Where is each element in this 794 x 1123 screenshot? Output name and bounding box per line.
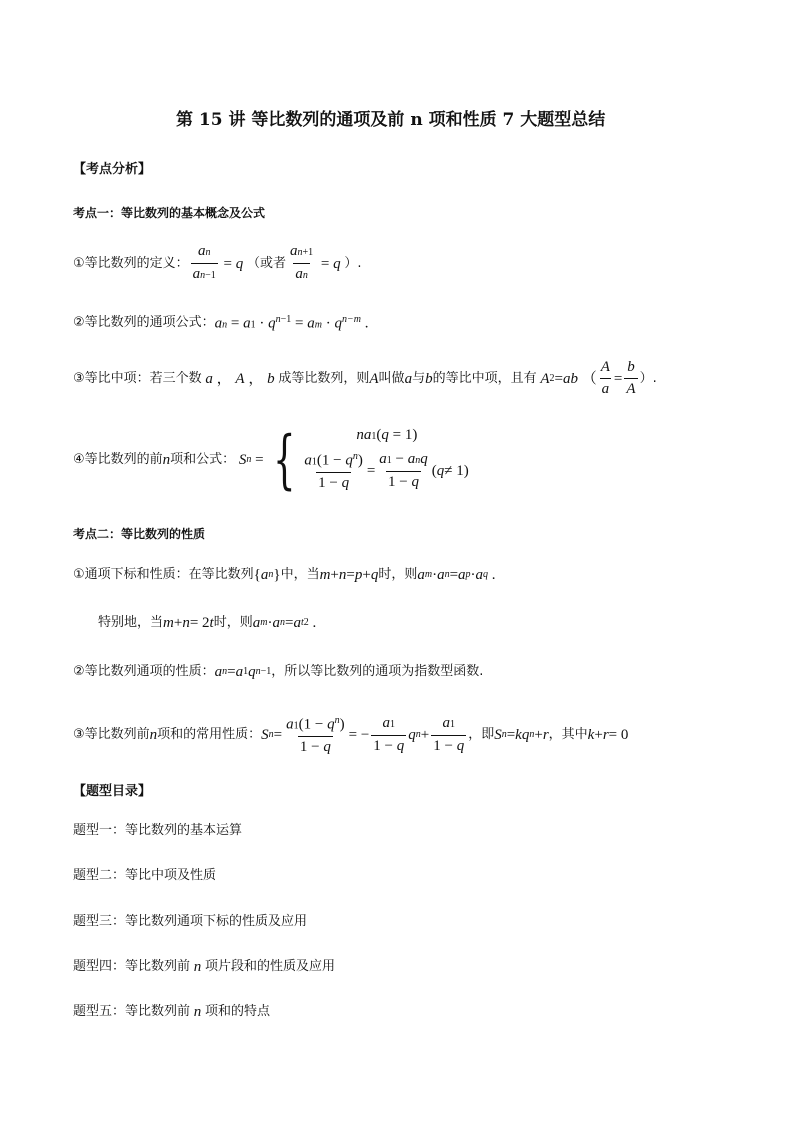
point1-item3-mid3: 与 bbox=[412, 370, 426, 386]
point1-item2-label: ②等比数列的通项公式： bbox=[73, 314, 215, 330]
point2-special-label: 特别地，当 bbox=[98, 615, 164, 630]
catalog-item-4-suffix: 项片段和的性质及应用 bbox=[205, 959, 336, 974]
point1-item1-mid: （或者 bbox=[247, 255, 287, 271]
definition-fraction-alt: $\frac{an+1}{an}$ bbox=[288, 242, 315, 285]
point1-item4-label2: 项和公式： bbox=[170, 451, 236, 467]
general-term-formula: an = $a1 \cdot q^{n-1}$ = am · $q^{n-m}$ . bbox=[214, 314, 369, 332]
point2-item3-label: ③等比数列前 bbox=[73, 726, 150, 742]
point2-item2-end: ，所以等比数列的通项为指数型函数. bbox=[271, 664, 484, 679]
point1-heading: 考点一：等比数列的基本概念及公式 bbox=[73, 206, 266, 220]
point2-special: 特别地，当 m + n = 2 t 时，则 a m · a n = a t 2 . bbox=[98, 615, 317, 631]
geometric-mean-fraction-2: $\frac{b}{A}$ bbox=[626, 359, 636, 397]
catalog-item-1: 题型一：等比数列的基本运算 bbox=[73, 823, 243, 838]
point1-item3-mid2: 叫做 bbox=[378, 370, 405, 386]
point2-item1-label: ①通项下标和性质：在等比数列 bbox=[73, 567, 254, 582]
point1-item1-label: ①等比数列的定义： bbox=[73, 255, 189, 271]
catalog-item-2: 题型二：等比中项及性质 bbox=[73, 868, 217, 883]
section-catalog-heading: 【题型目录】 bbox=[73, 784, 152, 799]
catalog-item-4-label: 题型四：等比数列前 bbox=[73, 959, 191, 974]
point2-item3: ③等比数列前 n 项和的常用性质： S n = $\frac{a1(1 - q^n)}{1 - q}$ = − $\frac{a1}{1 - q}$ q n + $\frac{a1}{1 - q}$ ，即 S n = kq n + r ，其中 k + r = 0 bbox=[73, 714, 629, 756]
point2-special-mid: 时，则 bbox=[213, 615, 253, 630]
point1-item3-mid1: 成等比数列，则 bbox=[278, 370, 370, 386]
catalog-item-5: 题型五：等比数列前 n 项和的特点 bbox=[73, 1004, 271, 1020]
point1-item1-end: ）. bbox=[344, 255, 362, 271]
catalog-item-5-suffix: 项和的特点 bbox=[205, 1004, 271, 1019]
point2-item1-mid2: 时，则 bbox=[378, 567, 418, 582]
definition-fraction: $\frac{an}{an-1}$ bbox=[191, 242, 218, 285]
geometric-mean-fraction-1: $\frac{A}{a}$ bbox=[600, 359, 610, 397]
page-title: 第 15 讲 等比数列的通项及前 n 项和性质 7 大题型总结 bbox=[176, 110, 606, 130]
point1-item3-end: ）. bbox=[639, 370, 657, 386]
catalog-item-5-label: 题型五：等比数列前 bbox=[73, 1004, 191, 1019]
point2-item2-label: ②等比数列通项的性质： bbox=[73, 664, 215, 679]
point1-item3-label: ③等比中项：若三个数 bbox=[73, 370, 202, 386]
point1-item2 bbox=[73, 311, 368, 334]
point2-item1: ①通项下标和性质：在等比数列 { a n } 中，当 m + n = p + q 时，则 a m · a n = a p · a q . bbox=[73, 567, 496, 583]
point1-item3-mid4: 的等比中项，且有 bbox=[432, 370, 537, 386]
sum-case-q-not-1: $\frac{a1(1 - q^n)}{1 - q}$ = $\frac{\text{a1 − anq}}{1 - q}$ ( q ≠ 1) bbox=[304, 450, 469, 492]
point2-item1-mid: 中，当 bbox=[280, 567, 320, 582]
point1-item3: ③等比中项：若三个数 a ， A ， b 成等比数列，则 A 叫做 a 与 b 的等比中项，且有 A 2 = ab （ $\frac{A}{a}$ = $\frac{b}{A}$ ）. bbox=[73, 359, 657, 397]
catalog-item-3: 题型三：等比数列通项下标的性质及应用 bbox=[73, 914, 308, 929]
section-analysis-heading: 【考点分析】 bbox=[73, 162, 152, 177]
point1-item4: ④等比数列的前 n 项和公式： S n = { na1(q = 1) $\frac{a1(1 - q^n)}{1 - q}$ = $\frac{\text{a1 − anq}}{1 - q}$ ( q ≠ 1) bbox=[73, 422, 469, 497]
point2-item2: ②等比数列通项的性质： a n = a 1 q n −1 ，所以等比数列的通项为指数型函数. bbox=[73, 664, 484, 680]
point1-item4-label: ④等比数列的前 bbox=[73, 451, 163, 467]
left-brace: { bbox=[272, 422, 296, 497]
point2-item3-mid2: ，其中 bbox=[548, 726, 588, 742]
point1-item1: ①等比数列的定义： $\frac{an}{an-1}$ = q （或者 $\frac{an+1}{an}$ = q ）. bbox=[73, 242, 362, 285]
point2-item3-mid: ，即 bbox=[468, 726, 495, 742]
sum-formula-cases bbox=[300, 426, 468, 493]
point2-item3-label2: 项和的常用性质： bbox=[157, 726, 262, 742]
point2-heading: 考点二：等比数列的性质 bbox=[73, 527, 206, 541]
catalog-item-4: 题型四：等比数列前 n 项片段和的性质及应用 bbox=[73, 959, 336, 975]
sum-case-q-equals-1: na1(q = 1) bbox=[356, 427, 418, 443]
